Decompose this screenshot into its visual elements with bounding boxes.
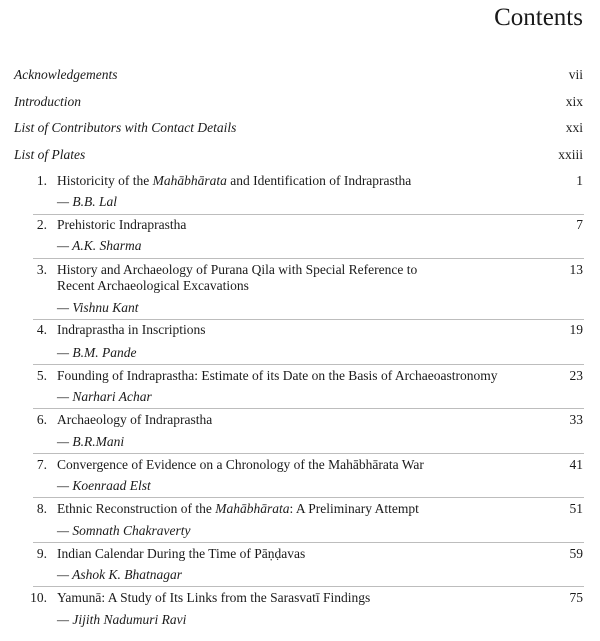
chapter-title-part: : A Preliminary Attempt — [289, 501, 419, 516]
chapter-author: — B.R.Mani — [57, 434, 125, 449]
chapter-title-part: Convergence of Evidence on a Chronology of the Mahābhārata War — [57, 457, 424, 472]
separator — [33, 586, 584, 587]
chapter-title — [57, 590, 547, 606]
chapter-number: 7. — [36, 457, 47, 472]
chapter-author: — Narhari Achar — [57, 389, 152, 404]
chapter-number: 6. — [36, 412, 47, 427]
chapter-title — [57, 412, 547, 428]
chapter-author: — B.B. Lal — [57, 194, 118, 209]
separator — [33, 364, 584, 365]
separator — [33, 408, 584, 409]
chapter-number: 5. — [36, 368, 47, 383]
chapter-author: — Koenraad Elst — [57, 478, 151, 493]
chapter-author: — Jijith Nadumuri Ravi — [57, 612, 187, 627]
chapter-author: — B.M. Pande — [57, 345, 137, 360]
chapter-page: 13 — [569, 262, 583, 277]
chapter-title — [57, 217, 547, 233]
chapter-author: — Ashok K. Bhatnagar — [57, 567, 183, 582]
chapter-title-part: Ethnic Reconstruction of the — [57, 501, 216, 516]
chapter-page: 1 — [576, 173, 583, 188]
chapter-title-part: Archaeology of Indraprastha — [57, 412, 213, 427]
chapter-number: 3. — [36, 262, 47, 277]
chapter-page: 59 — [569, 546, 583, 561]
chapter-author: — Vishnu Kant — [57, 300, 139, 315]
separator — [33, 453, 584, 454]
chapter-title-italic: Mahābhārata — [152, 173, 227, 188]
chapter-title — [57, 173, 547, 189]
chapter-number: 2. — [36, 217, 47, 232]
chapter-title — [57, 368, 547, 384]
separator — [33, 542, 584, 543]
chapter-title-part: Historicity of the — [57, 173, 153, 188]
front-matter-item: List of Plates — [14, 147, 86, 162]
chapter-page: 41 — [569, 457, 583, 472]
chapter-number: 4. — [36, 322, 47, 337]
separator — [33, 258, 584, 259]
separator — [33, 497, 584, 498]
chapter-title — [57, 322, 547, 338]
chapter-number: 8. — [36, 501, 47, 516]
chapter-title-part: Indian Calendar During the Time of Pāṇḍavas — [57, 546, 306, 561]
chapter-title — [57, 262, 457, 294]
chapter-title — [57, 457, 547, 473]
chapter-number: 9. — [36, 546, 47, 561]
front-matter-item: Acknowledgements — [14, 67, 118, 82]
front-matter-item: Introduction — [14, 94, 81, 109]
front-matter-item: List of Contributors with Contact Details — [14, 120, 237, 135]
chapter-number: 10. — [30, 590, 47, 605]
chapter-title — [57, 501, 547, 517]
page-title: Contents — [494, 4, 583, 31]
chapter-page: 23 — [569, 368, 583, 383]
chapter-page: 51 — [569, 501, 583, 516]
chapter-page: 75 — [569, 590, 583, 605]
front-matter-page: xxiii — [558, 147, 583, 162]
chapter-title-part: Yamunā: A Study of Its Links from the Sarasvatī Findings — [57, 590, 371, 605]
chapter-title-part: Founding of Indraprastha: Estimate of its Date on the Basis of Archaeoastronomy — [57, 368, 498, 383]
chapter-page: 19 — [569, 322, 583, 337]
chapter-author: — Somnath Chakraverty — [57, 523, 191, 538]
chapter-page: 7 — [576, 217, 583, 232]
chapter-title — [57, 546, 547, 562]
chapter-title-part: Prehistoric Indraprastha — [57, 217, 187, 232]
separator — [33, 319, 584, 320]
chapter-title-italic: Mahābhārata — [215, 501, 290, 516]
chapter-number: 1. — [36, 173, 47, 188]
chapter-title-part: Indraprastha in Inscriptions — [57, 322, 206, 337]
separator — [33, 214, 584, 215]
chapter-title-part: and Identification of Indraprastha — [226, 173, 412, 188]
front-matter-page: xix — [565, 94, 583, 109]
chapter-author: — A.K. Sharma — [57, 238, 142, 253]
front-matter-page: xxi — [565, 120, 583, 135]
chapter-page: 33 — [569, 412, 583, 427]
chapter-title-part: History and Archaeology of Purana Qila with Special Reference to Recent Archaeological Excavations — [57, 262, 418, 293]
front-matter-page: vii — [568, 67, 583, 82]
